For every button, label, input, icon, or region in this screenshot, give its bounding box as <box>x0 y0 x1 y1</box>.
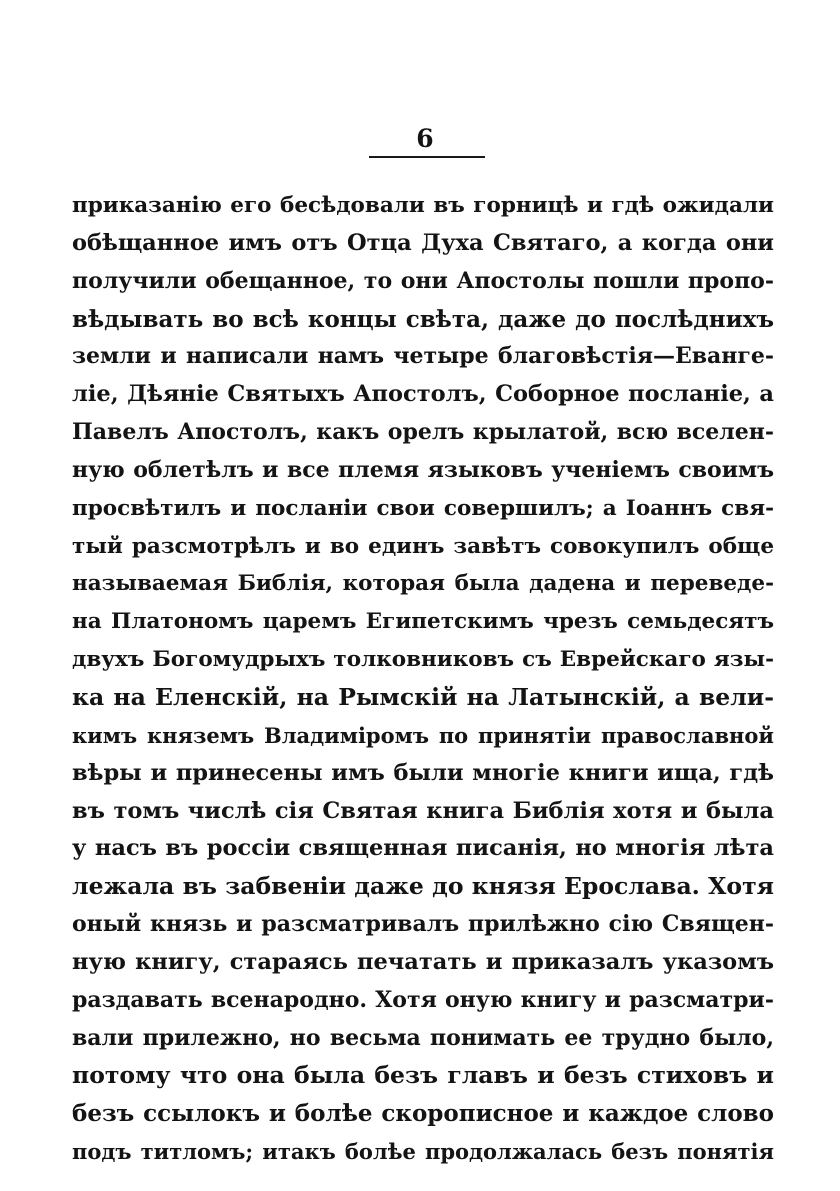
text-line: раздавать всенародно. Хотя оную книгу и разсматри- <box>72 986 774 1013</box>
text-line: кимъ княземъ Владиміромъ по принятіи православной <box>72 722 774 748</box>
text-line: Павелъ Апостолъ, какъ орелъ крылатой, всю вселен- <box>72 419 774 446</box>
text-line: получили обещанное, то они Апостолы пошли пропо- <box>72 267 774 294</box>
text-line: у насъ въ россіи священная писанія, но многія лѣта <box>72 835 774 862</box>
text-line: безъ ссылокъ и болѣе скорописное и каждое слово <box>72 1100 774 1128</box>
text-line: приказанію его бесѣдовали въ горницѣ и гдѣ ожидали <box>72 193 774 218</box>
text-line: потому что она была безъ главъ и безъ стиховъ и <box>72 1061 774 1090</box>
text-line: вѣдывать во всѣ концы свѣта, даже до послѣднихъ <box>72 305 774 333</box>
text-line: вали прилежно, но весьма понимать ее трудно было, <box>72 1024 774 1051</box>
text-line: въ томъ числѣ сія Святая книга Библія хотя и была <box>72 797 774 824</box>
body-text <box>72 187 774 1171</box>
text-line: подъ титломъ; итакъ болѣе продолжалась безъ понятія <box>72 1139 774 1165</box>
page-number: 6 <box>416 124 434 153</box>
text-line: тый разсмотрѣлъ и во единъ завѣтъ совокупилъ обще <box>72 533 774 559</box>
text-line: двухъ Богомудрыхъ толковниковъ съ Еврейскаго язы- <box>72 647 774 673</box>
text-line: ную облетѣлъ и все племя языковъ ученіемъ своимъ <box>72 456 774 483</box>
text-line: ліе, Дѣяніе Святыхъ Апостолъ, Соборное посланіе, а <box>72 381 774 408</box>
text-line: на Платономъ царемъ Египетскимъ чрезъ семьдесятъ <box>72 609 774 635</box>
text-line: вѣры и принесены имъ были многіе книги ища, гдѣ <box>72 759 774 786</box>
text-line: ка на Еленскій, на Рымскій на Латынскій, а вели- <box>72 682 774 711</box>
text-line: ную книгу, стараясь печатать и приказалъ указомъ <box>72 948 774 975</box>
text-line: земли и написали намъ четыре благовѣстія—Еванге- <box>72 343 774 370</box>
text-line: просвѣтилъ и посланіи свои совершилъ; а Іоаннъ свя- <box>72 495 774 521</box>
text-line: обѣщанное имъ отъ Отца Духа Святаго, а когда они <box>72 229 774 256</box>
header-rule <box>369 156 485 158</box>
text-line: оный князь и разсматривалъ прилѣжно сію Священ- <box>72 911 774 938</box>
text-line: называемая Библія, которая была дадена и переведе- <box>72 571 774 597</box>
text-line: лежала въ забвеніи даже до князя Ерослава. Хотя <box>72 872 774 901</box>
